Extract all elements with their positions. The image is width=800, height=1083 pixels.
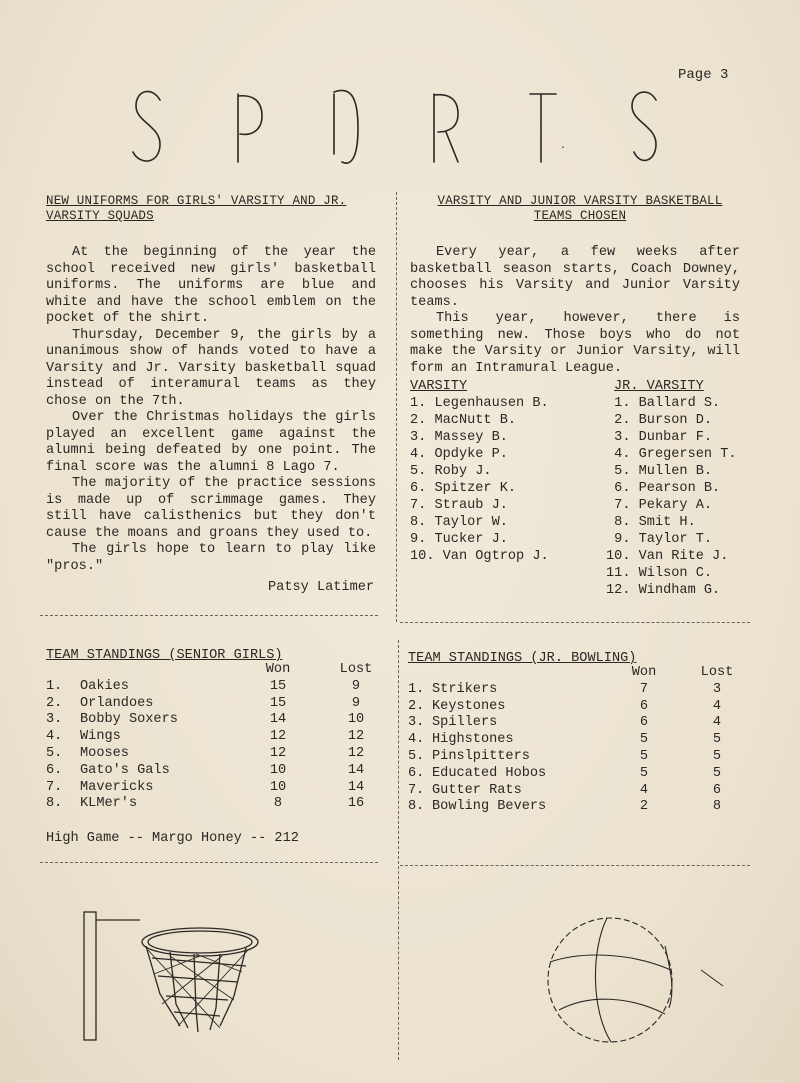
right-headline	[410, 194, 750, 224]
table-row	[46, 746, 386, 763]
jr-varsity-player: 10. Van Rite J.	[606, 549, 729, 564]
won-value: 10	[269, 779, 287, 795]
table-row	[408, 682, 754, 699]
right-paragraph-2: This year, however, there is something new. Those boys who do not make the Varsity or Junior Varsity, will form an Intramural League.	[410, 311, 740, 376]
varsity-roster	[410, 378, 610, 565]
rank: 1.	[46, 678, 63, 694]
jr-varsity-player: 6. Pearson B.	[606, 481, 721, 496]
won-value: 5	[639, 732, 649, 748]
table-row	[408, 732, 754, 749]
team-name: Orlandoes	[80, 695, 154, 711]
lost-value: 8	[712, 799, 722, 815]
jr-varsity-player: 8. Smit H.	[606, 515, 696, 530]
varsity-player: 5. Roby J.	[410, 464, 492, 479]
varsity-player: 8. Taylor W.	[410, 515, 508, 530]
masthead-letter-o	[334, 90, 358, 163]
jr-varsity-player: 11. Wilson C.	[606, 566, 713, 581]
column-divider-upper	[396, 192, 397, 622]
rank: 2.	[408, 698, 425, 714]
table-row	[408, 699, 754, 716]
rank: 6.	[408, 765, 425, 781]
table-row	[408, 766, 754, 783]
team-name: Mooses	[80, 745, 129, 761]
left-paragraph-5: The girls hope to learn to play like "pros."	[46, 542, 376, 574]
jr-varsity-header: JR. VARSITY	[614, 379, 704, 394]
rank: 4.	[408, 732, 425, 748]
rank: 7.	[408, 782, 425, 798]
left-bottom-divider	[40, 862, 378, 863]
team-name: Bowling Bevers	[432, 799, 547, 815]
left-headline-line1: NEW UNIFORMS FOR GIRLS' VARSITY AND JR.	[46, 194, 347, 208]
won-value: 15	[269, 678, 287, 694]
won-value: 4	[639, 782, 649, 798]
lost-header: Lost	[700, 665, 734, 680]
basketball-illustration	[515, 910, 745, 1050]
team-name: Oakies	[80, 678, 129, 694]
team-name: Highstones	[432, 732, 514, 748]
team-name: Keystones	[432, 698, 506, 714]
lost-value: 16	[347, 796, 365, 812]
senior-girls-title: TEAM STANDINGS (SENIOR GIRLS)	[46, 648, 283, 663]
left-headline-line2: VARSITY SQUADS	[46, 209, 154, 223]
rank: 3.	[46, 712, 63, 728]
jr-varsity-player: 4. Gregersen T.	[606, 447, 737, 462]
lost-value: 5	[712, 765, 722, 781]
rank: 4.	[46, 729, 63, 745]
rank: 1.	[408, 681, 425, 697]
jr-bowling-standings	[408, 651, 758, 816]
right-bottom-divider	[400, 865, 750, 866]
senior-girls-table	[46, 662, 386, 813]
lost-value: 5	[712, 748, 722, 764]
byline: Patsy Latimer	[268, 580, 375, 595]
table-row	[46, 780, 386, 797]
lost-value: 12	[347, 729, 365, 745]
jr-bowling-table	[408, 665, 754, 816]
lost-value: 14	[347, 779, 365, 795]
rank: 8.	[408, 799, 425, 815]
won-header: Won	[265, 662, 291, 677]
lost-value: 6	[712, 782, 722, 798]
won-value: 10	[269, 762, 287, 778]
jr-varsity-player: 5. Mullen B.	[606, 464, 713, 479]
masthead-letter-r	[434, 94, 458, 162]
table-row	[46, 729, 386, 746]
left-section-divider	[40, 615, 378, 616]
team-name: Gutter Rats	[432, 782, 522, 798]
jr-varsity-player: 7. Pekary A.	[606, 498, 713, 513]
team-name: Mavericks	[80, 779, 154, 795]
lost-value: 12	[347, 745, 365, 761]
page-number: Page 3	[678, 67, 729, 83]
won-value: 12	[269, 729, 287, 745]
won-value: 6	[639, 715, 649, 731]
team-name: Gato's Gals	[80, 762, 170, 778]
team-name: Strikers	[432, 681, 498, 697]
jr-varsity-player: 2. Burson D.	[606, 413, 713, 428]
won-value: 7	[639, 681, 649, 697]
table-row	[408, 715, 754, 732]
masthead-letter-p	[238, 94, 262, 162]
team-name: Educated Hobos	[432, 765, 547, 781]
table-row	[408, 783, 754, 800]
column-divider-lower	[398, 640, 399, 1060]
rank: 5.	[46, 745, 63, 761]
rank: 2.	[46, 695, 63, 711]
masthead-letter-s2	[632, 92, 656, 160]
lost-value: 9	[351, 695, 361, 711]
won-value: 5	[639, 748, 649, 764]
lost-value: 4	[712, 715, 722, 731]
right-headline-line2: TEAMS CHOSEN	[533, 209, 627, 223]
basketball-hoop-illustration	[70, 900, 270, 1050]
jr-bowling-title: TEAM STANDINGS (JR. BOWLING)	[408, 651, 637, 666]
left-paragraph-1: At the beginning of the year the school received new girls' basketball uniforms. The uniforms are blue and white and have the school emblem on the pocket of the shirt.	[46, 245, 376, 326]
right-paragraph-1: Every year, a few weeks after basketball season starts, Coach Downey, chooses his Varsity and Junior Varsity teams.	[410, 245, 740, 310]
svg-text:.: .	[560, 141, 567, 152]
table-row	[46, 796, 386, 813]
right-article-body	[410, 245, 740, 377]
varsity-player: 3. Massey B.	[410, 430, 508, 445]
lost-value: 10	[347, 712, 365, 728]
won-value: 15	[269, 695, 287, 711]
won-value: 2	[639, 799, 649, 815]
rank: 8.	[46, 796, 63, 812]
varsity-player: 4. Opdyke P.	[410, 447, 508, 462]
jr-varsity-player: 12. Windham G.	[606, 583, 721, 598]
rank: 3.	[408, 715, 425, 731]
varsity-header: VARSITY	[410, 379, 468, 394]
left-article-body	[46, 245, 376, 575]
varsity-player: 9. Tucker J.	[410, 532, 508, 547]
varsity-player: 1. Legenhausen B.	[410, 396, 549, 411]
jr-varsity-player: 1. Ballard S.	[606, 396, 721, 411]
varsity-player: 7. Straub J.	[410, 498, 508, 513]
left-headline	[46, 194, 386, 224]
right-section-divider	[400, 622, 750, 623]
right-headline-line1: VARSITY AND JUNIOR VARSITY BASKETBALL	[437, 194, 723, 208]
varsity-player: 6. Spitzer K.	[410, 481, 517, 496]
senior-girls-standings	[46, 648, 386, 846]
jr-varsity-player: 9. Taylor T.	[606, 532, 713, 547]
jr-varsity-player: 3. Dunbar F.	[606, 430, 713, 445]
backboard-pole	[84, 912, 96, 1040]
left-paragraph-2: Thursday, December 9, the girls by a unanimous show of hands voted to have a Varsity and Jr. Varsity basketball squad instead of interamural teams as they chose on the 7th.	[46, 327, 376, 409]
table-row	[46, 679, 386, 696]
team-name: Pinslpitters	[432, 748, 530, 764]
jr-varsity-roster	[606, 378, 796, 599]
left-paragraph-4: The majority of the practice sessions is made up of scrimmage games. They still have calisthenics but they don't cause the moans and groans they used to.	[46, 476, 376, 541]
won-header: Won	[631, 665, 657, 680]
sports-masthead	[0, 0, 800, 180]
table-row	[408, 749, 754, 766]
left-paragraph-3: Over the Christmas holidays the girls played an excellent game against the alumni being defeated by one point. The final score was the alumni 8 Lago 7.	[46, 410, 376, 475]
won-value: 6	[639, 698, 649, 714]
rank: 5.	[408, 748, 425, 764]
team-name: Spillers	[432, 715, 498, 731]
team-name: KLMer's	[80, 796, 138, 812]
varsity-player: 2. MacNutt B.	[410, 413, 517, 428]
table-row	[46, 763, 386, 780]
won-value: 12	[269, 745, 287, 761]
masthead-letter-t	[530, 94, 556, 162]
lost-value: 9	[351, 678, 361, 694]
basketball-ball	[548, 918, 672, 1042]
won-value: 5	[639, 765, 649, 781]
team-name: Bobby Soxers	[80, 712, 178, 728]
lost-value: 14	[347, 762, 365, 778]
lost-value: 4	[712, 698, 722, 714]
team-name: Wings	[80, 729, 121, 745]
lost-header: Lost	[339, 662, 373, 677]
lost-value: 5	[712, 732, 722, 748]
hoop-rim	[142, 928, 258, 956]
rank: 6.	[46, 762, 63, 778]
rank: 7.	[46, 779, 63, 795]
masthead-letter-s	[133, 91, 160, 161]
varsity-player: 10. Van Ogtrop J.	[410, 549, 549, 564]
lost-value: 3	[712, 681, 722, 697]
table-row	[46, 696, 386, 713]
table-row	[46, 712, 386, 729]
won-value: 8	[273, 796, 283, 812]
won-value: 14	[269, 712, 287, 728]
table-row	[408, 799, 754, 816]
high-game-note: High Game -- Margo Honey -- 212	[46, 831, 299, 847]
